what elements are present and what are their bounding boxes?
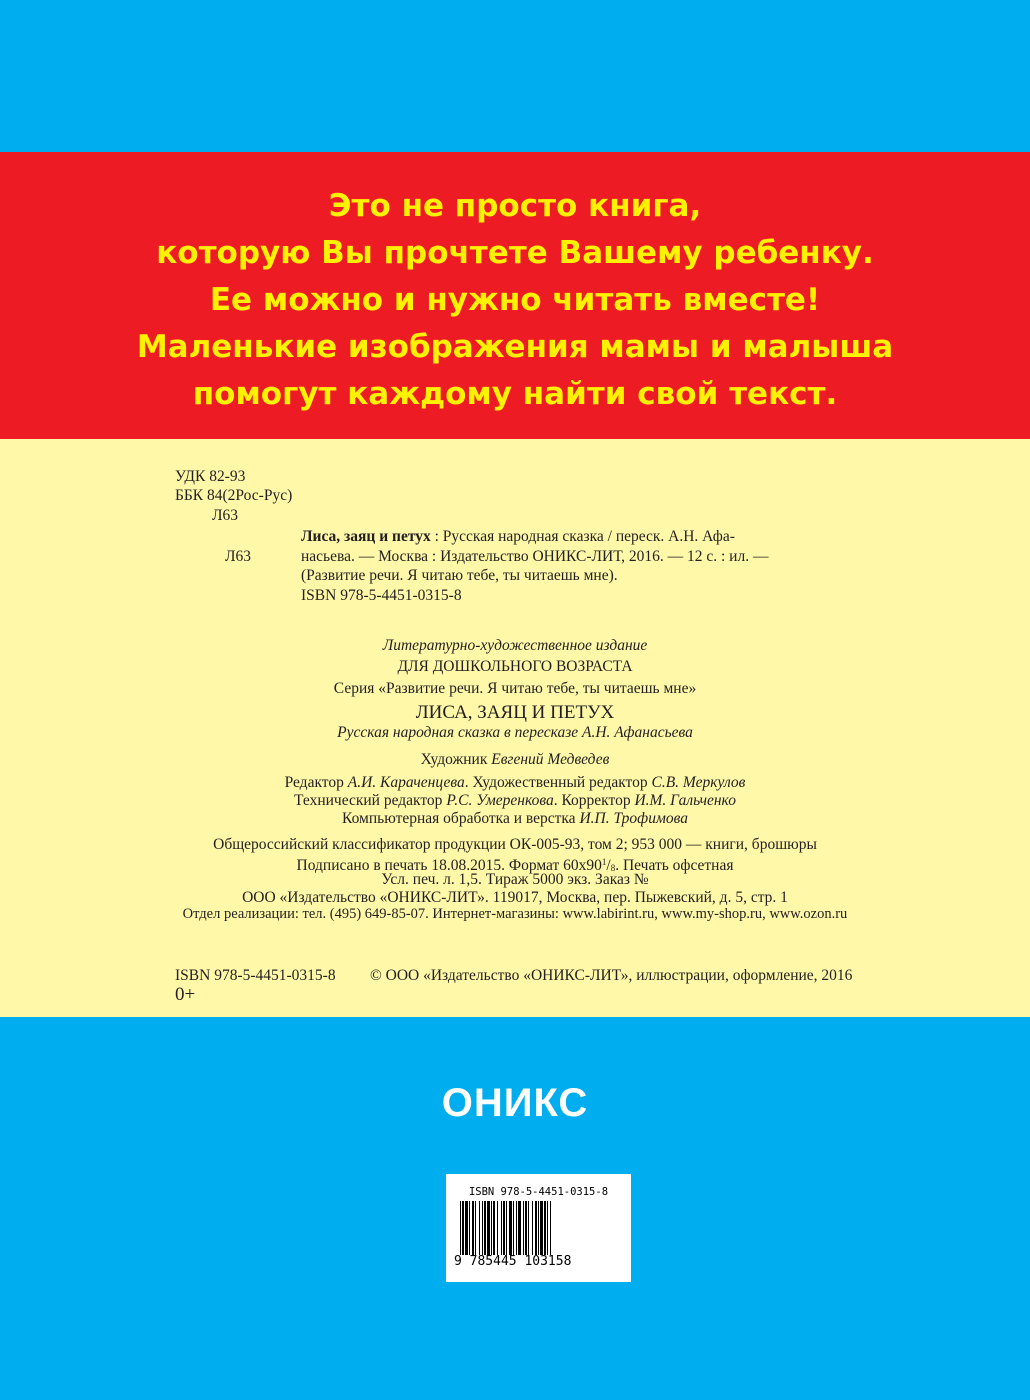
barcode-bar <box>518 1201 521 1255</box>
slogan-line: которую Вы прочтете Вашему ребенку. <box>156 235 874 271</box>
barcode-bar <box>516 1201 517 1255</box>
print-run-line: Усл. печ. л. 1,5. Тираж 5000 экз. Заказ № <box>381 871 649 888</box>
publisher-line: ООО «Издательство «ОНИКС-ЛИТ». 119017, Москва, пер. Пыжевский, д. 5, стр. 1 <box>242 889 788 906</box>
barcode-bar <box>482 1201 483 1255</box>
age-line: ДЛЯ ДОШКОЛЬНОГО ВОЗРАСТА <box>397 658 633 675</box>
layout-name: И.П. Трофимова <box>579 810 688 827</box>
bbk-code: ББК 84(2Рос-Рус) <box>175 487 293 504</box>
format-slash: / <box>606 857 611 874</box>
catalog-line: насьева. — Москва : Издательство ОНИКС-ЛИТ, 2016. — 12 с. : ил. — <box>301 548 769 565</box>
catalog-isbn: ISBN 978-5-4451-0315-8 <box>301 587 462 604</box>
catalog-title: Лиса, заяц и петух <box>301 528 431 545</box>
format-numerator: 1 <box>601 857 607 867</box>
barcode <box>446 1174 631 1282</box>
barcode-bar <box>493 1201 495 1255</box>
barcode-bar <box>497 1201 498 1255</box>
tech-editor-label: Технический редактор <box>294 792 443 809</box>
barcode-digits: 9 785445 103158 <box>454 1254 572 1269</box>
tech-editor-line <box>0 791 1030 810</box>
signed-text-end: . Печать офсетная <box>615 857 734 874</box>
art-editor-name: С.В. Меркулов <box>651 774 746 791</box>
corrector-label: . Корректор <box>553 792 631 809</box>
barcode-bar <box>535 1201 537 1255</box>
artist-line <box>0 750 1030 769</box>
barcode-bar <box>484 1201 486 1255</box>
layout-label: Компьютерная обработка и верстка <box>342 810 576 827</box>
sales-line: Отдел реализации: тел. (495) 649-85-07. Интернет-магазины: www.labirint.ru, www.my-shop.ru, www.ozon.ru <box>182 906 848 922</box>
barcode-bar <box>513 1201 514 1255</box>
genre-line: Литературно-художественное издание <box>382 637 648 654</box>
catalog-line: (Развитие речи. Я читаю тебе, ты читаешь мне). <box>301 567 618 584</box>
slogan-line: помогут каждому найти свой текст. <box>192 376 838 412</box>
copyright-line: © ООО «Издательство «ОНИКС-ЛИТ», иллюстрации, оформление, 2016 <box>370 967 853 984</box>
editors-line <box>0 773 1030 792</box>
top-blue-band <box>0 0 1030 152</box>
catalog-title-rest: : Русская народная сказка / переск. А.Н. Афа- <box>430 528 735 545</box>
corrector-name: И.М. Гальченко <box>634 792 736 809</box>
age-rating: 0+ <box>175 984 196 1005</box>
barcode-bar <box>525 1201 527 1255</box>
barcode-bar <box>460 1201 461 1255</box>
barcode-bar <box>462 1201 464 1255</box>
slogan-line: Ее можно и нужно читать вместе! <box>209 282 821 318</box>
book-title: ЛИСА, ЗАЯЦ И ПЕТУХ <box>415 702 615 723</box>
publisher-logo: ОНИКС <box>441 1081 589 1125</box>
barcode-bar <box>506 1201 507 1255</box>
barcode-bar <box>472 1201 474 1255</box>
barcode-bar <box>469 1201 470 1255</box>
barcode-bar <box>538 1201 539 1255</box>
classifier-line: Общероссийский классификатор продукции ОК-005-93, том 2; 953 000 — книги, брошюры <box>213 836 817 853</box>
art-editor-label: . Художественный редактор <box>464 774 648 791</box>
barcode-bar <box>550 1201 551 1255</box>
barcode-bar <box>528 1201 529 1255</box>
artist-label: Художник <box>420 751 488 768</box>
author-mark-2: Л63 <box>225 548 252 565</box>
editor-name: А.И. Караченцева <box>347 774 465 791</box>
barcode-bar <box>465 1201 468 1255</box>
footer-isbn: ISBN 978-5-4451-0315-8 <box>175 967 336 984</box>
barcode-bar <box>540 1201 543 1255</box>
layout-line <box>0 809 1030 828</box>
tech-editor-name: Р.С. Умеренкова <box>446 792 554 809</box>
slogan <box>0 183 1030 418</box>
format-denominator: 8 <box>610 863 616 873</box>
artist-name: Евгений Медведев <box>491 751 610 768</box>
book-subtitle: Русская народная сказка в пересказе А.Н. Афанасьева <box>337 724 693 741</box>
editor-label: Редактор <box>284 774 344 791</box>
barcode-bar <box>509 1201 512 1255</box>
barcode-isbn-label: ISBN 978-5-4451-0315-8 <box>468 1186 609 1198</box>
barcode-bar <box>503 1201 505 1255</box>
barcode-bar <box>487 1201 490 1255</box>
barcode-bar <box>491 1201 492 1255</box>
series-line: Серия «Развитие речи. Я читаю тебе, ты читаешь мне» <box>333 680 697 697</box>
catalog-title-line <box>301 527 735 546</box>
signed-text: Подписано в печать 18.08.2015. Формат 60x90 <box>296 857 602 874</box>
slogan-line: Это не просто книга, <box>328 188 702 224</box>
slogan-line: Маленькие изображения мамы и малыша <box>136 329 894 365</box>
barcode-bar <box>475 1201 476 1255</box>
author-mark: Л63 <box>212 507 239 524</box>
barcode-bars <box>460 1201 618 1255</box>
barcode-bar <box>523 1201 524 1255</box>
barcode-bar <box>547 1201 548 1255</box>
udk-code: УДК 82-93 <box>175 468 246 485</box>
barcode-bar <box>532 1201 533 1255</box>
barcode-bar <box>479 1201 480 1255</box>
barcode-bar <box>544 1201 546 1255</box>
barcode-bar <box>501 1201 502 1255</box>
